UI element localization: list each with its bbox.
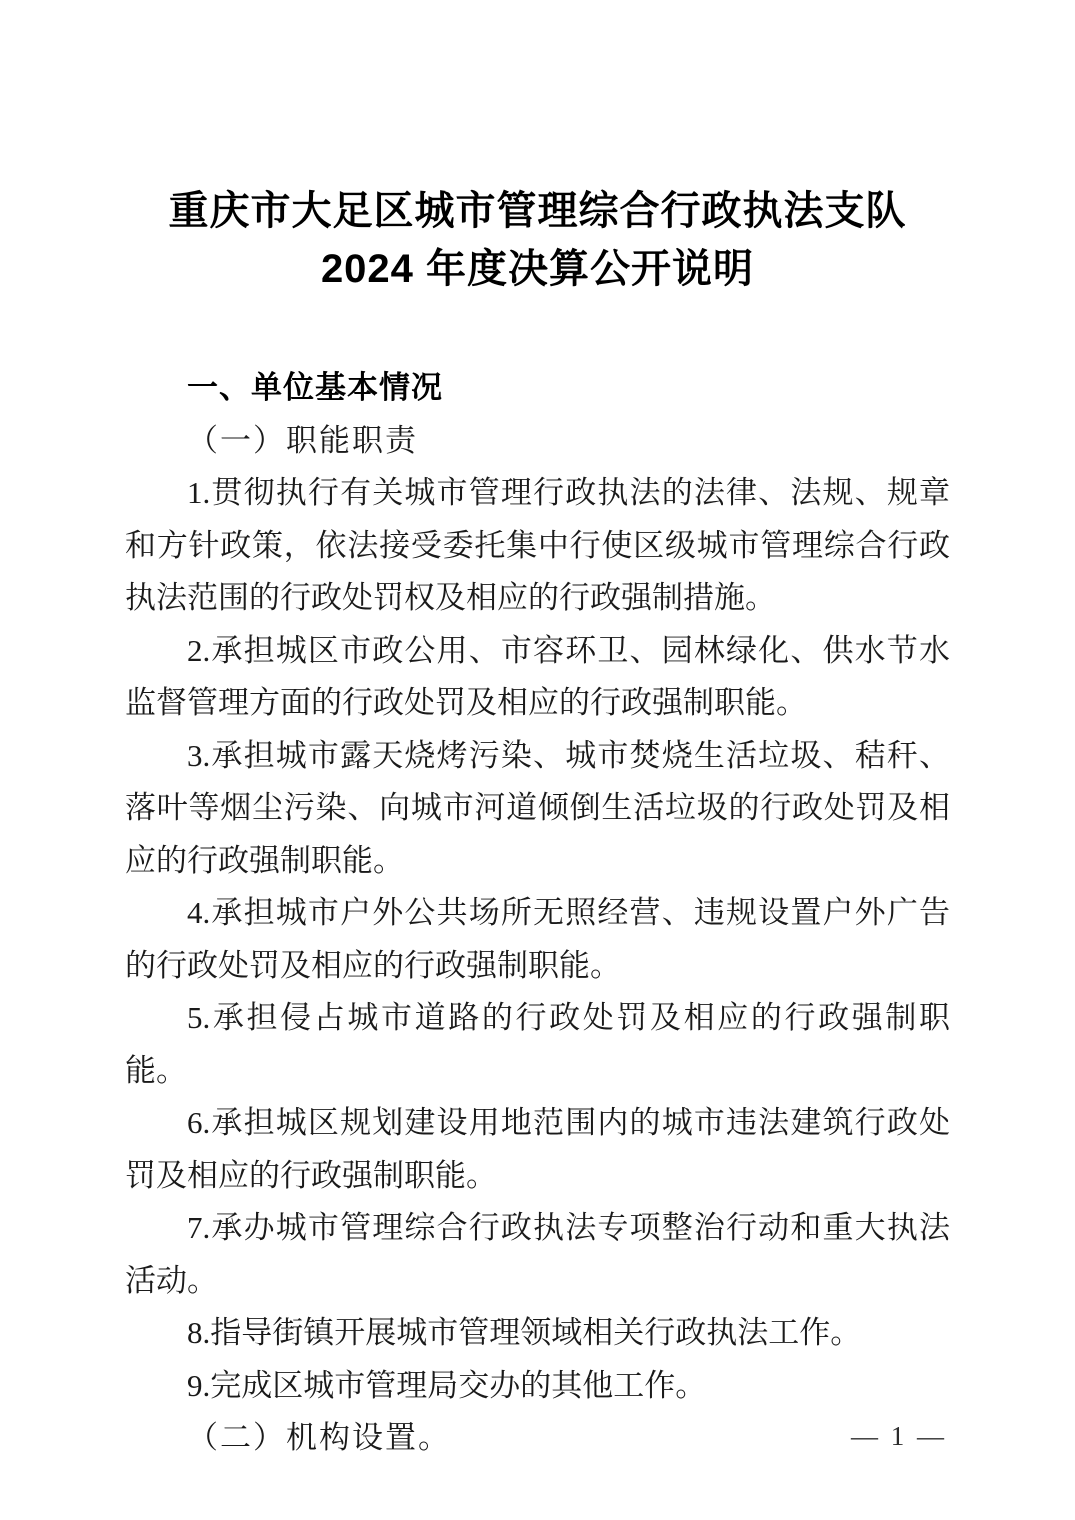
paragraph-duty-9: 9.完成区城市管理局交办的其他工作。 bbox=[187, 1367, 707, 1403]
page-number: — 1 — bbox=[851, 1421, 947, 1451]
document-title-line1: 重庆市大足区城市管理综合行政执法支队 bbox=[168, 189, 907, 233]
section-heading-basic-info: 一、单位基本情况 bbox=[187, 370, 443, 405]
document-title bbox=[125, 0, 950, 298]
subsection-heading-organization: （二）机构设置。 bbox=[187, 1420, 451, 1455]
paragraph-duty-8: 8.指导街镇开展城市管理领域相关行政执法工作。 bbox=[187, 1315, 862, 1350]
paragraph-duty-2: 2.承担城区市政公用、市容环卫、园林绿化、供水节水监督管理方面的行政处罚及相应的行政强制职能。 bbox=[125, 632, 950, 720]
paragraph-duty-3: 3.承担城市露天烧烤污染、城市焚烧生活垃圾、秸秆、落叶等烟尘污染、向城市河道倾倒生活垃圾的行政处罚及相应的行政强制职能。 bbox=[125, 737, 950, 878]
paragraph-duty-1: 1.贯彻执行有关城市管理行政执法的法律、法规、规章和方针政策，依法接受委托集中行使区级城市管理综合行政执法范围的行政处罚权及相应的行政强制措施。 bbox=[125, 475, 950, 615]
paragraph-duty-4: 4.承担城市户外公共场所无照经营、违规设置户外广告的行政处罚及相应的行政强制职能。 bbox=[125, 895, 950, 983]
paragraph-duty-5: 5.承担侵占城市道路的行政处罚及相应的行政强制职能。 bbox=[125, 1000, 950, 1088]
document-title-line2: 2024 年度决算公开说明 bbox=[320, 247, 755, 291]
document-body bbox=[125, 362, 950, 1465]
paragraph-duty-7: 7.承办城市管理综合行政执法专项整治行动和重大执法活动。 bbox=[125, 1210, 950, 1298]
subsection-heading-duties: （一）职能职责 bbox=[187, 422, 418, 458]
paragraph-duty-6: 6.承担城区规划建设用地范围内的城市违法建筑行政处罚及相应的行政强制职能。 bbox=[125, 1105, 950, 1193]
